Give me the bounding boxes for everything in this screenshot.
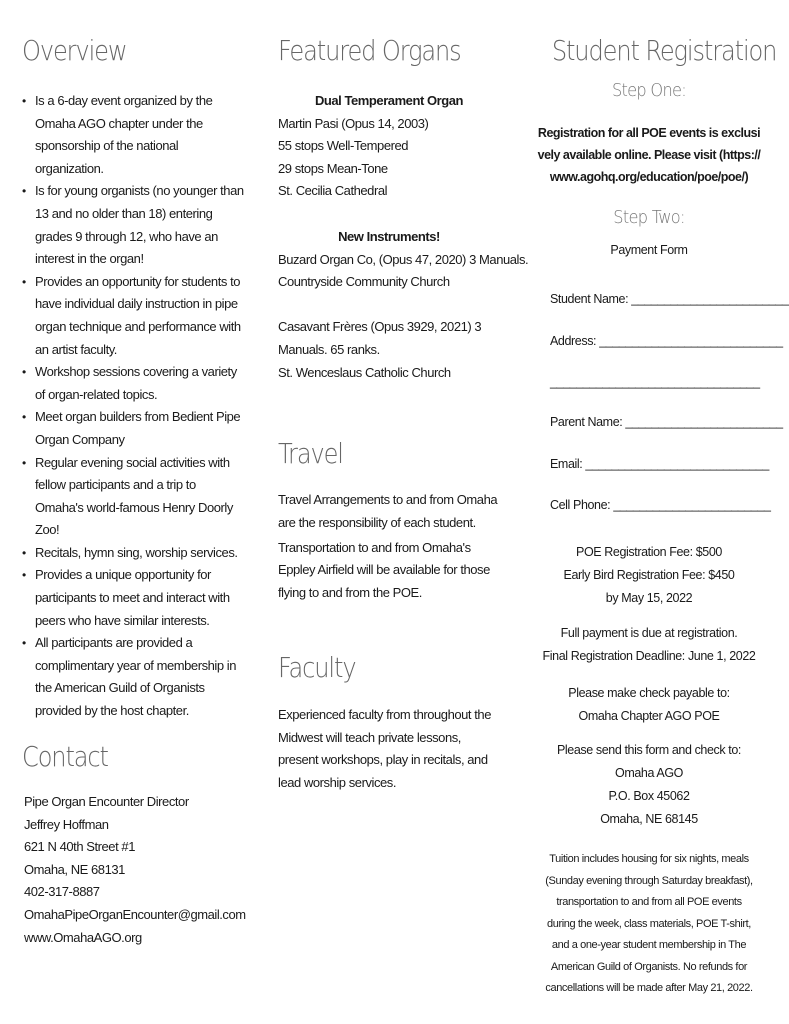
contact-heading: Contact [22,740,108,773]
list-item: • Workshop sessions covering a variety of organ-related topics. [22,361,244,406]
fees-block [536,541,762,610]
organ-detail: Countryside Community Church [278,274,450,290]
faculty-heading: Faculty [278,651,356,684]
organ-detail: Manuals. 65 ranks. [278,341,380,357]
step-one-heading: Step One: [611,80,686,101]
travel-paragraph: Transportation to and from Omaha's Eppley Airfield will be available for those flying to and from the POE. [278,539,490,601]
student-registration-heading: Student Registration [551,34,777,67]
contact-website[interactable]: www.OmahaAGO.org [24,929,142,945]
check-payee: Omaha Chapter AGO POE [578,709,720,723]
faculty-paragraph: Experienced faculty from throughout the Midwest will teach private lessons, present workshops, play in recitals, and lead worship services. [278,707,491,790]
featured-organs-heading: Featured Organs [278,34,461,67]
payment-form-title: Payment Form [610,243,688,257]
list-item: • Recitals, hymn sing, worship services. [22,542,244,565]
early-bird-deadline: by May 15, 2022 [605,591,693,605]
travel-text [278,489,500,605]
mailing-line: Omaha AGO [615,766,683,780]
early-bird-fee: Early Bird Registration Fee: $450 [563,568,735,582]
contact-block [24,791,254,949]
list-item: • Provides an opportunity for students to have individual daily instruction in pipe organ technique and performance with an artist faculty. [22,271,244,361]
step-one-text: Registration for all POE events is exclusively available online. Please visit (https://www.agohq.org/education/poe/poe/) [537,126,761,184]
overview-list [22,90,244,723]
overview-heading: Overview [22,34,127,67]
list-item: • Provides a unique opportunity for participants to meet and interact with peers who have similar interests. [22,564,244,632]
step-two-heading: Step Two: [613,207,685,228]
registration-fee: POE Registration Fee: $500 [576,545,722,559]
contact-city: Omaha, NE 68131 [24,861,125,877]
contact-line: Pipe Organ Encounter Director [24,794,189,809]
new-instruments-heading: New Instruments! [338,229,440,244]
new-instruments-block [278,226,529,384]
address-field[interactable]: Address: ____________________________ [550,334,783,348]
contact-phone: 402-317-8887 [24,884,100,900]
organ-detail: St. Cecilia Cathedral [278,183,388,199]
organ-detail: St. Wenceslaus Catholic Church [278,364,451,380]
student-name-field[interactable]: Student Name: ________________________ [550,292,789,306]
email-field[interactable]: Email: ____________________________ [550,457,769,471]
list-item: • All participants are provided a complimentary year of membership in the American Guild of Organists provided by the host chapter. [22,632,244,722]
check-payable-label: Please make check payable to: [568,686,730,700]
mailing-line: P.O. Box 45062 [608,789,690,803]
final-deadline: Final Registration Deadline: June 1, 2022 [542,649,756,663]
travel-heading: Travel [278,437,343,470]
contact-name: Jeffrey Hoffman [24,816,109,832]
cell-phone-field[interactable]: Cell Phone: ________________________ [550,498,771,512]
address-line-2-field[interactable]: ________________________________ [550,375,760,389]
mailing-address-block [536,739,762,831]
contact-email[interactable]: OmahaPipeOrganEncounter@gmail.com [24,906,246,922]
list-item: • Is for young organists (no younger than 13 and no older than 18) entering grades 9 through 12, who have an interest in the organ! [22,180,244,270]
parent-name-field[interactable]: Parent Name: ________________________ [550,415,783,429]
list-item: • Regular evening social activities with fellow participants and a trip to Omaha's world-famous Henry Doorly Zoo! [22,452,244,542]
list-item: • Meet organ builders from Bedient Pipe Organ Company [22,406,244,451]
list-item: • Is a 6-day event organized by the Omaha AGO chapter under the sponsorship of the national organization. [22,90,244,180]
organ-detail: Martin Pasi (Opus 14, 2003) [278,115,429,131]
organ-detail: Casavant Frères (Opus 3929, 2021) 3 [278,319,482,335]
payment-note: Full payment is due at registration. [560,626,738,640]
mailing-label: Please send this form and check to: [556,743,742,757]
organ-detail: Buzard Organ Co, (Opus 47, 2020) 3 Manuals. [278,251,529,267]
organ-detail: 55 stops Well-Tempered [278,138,409,154]
dual-temperament-block [278,90,500,203]
travel-paragraph: Travel Arrangements to and from Omaha are the responsibility of each student. [278,492,498,530]
organ-detail: 29 stops Mean-Tone [278,160,388,176]
payment-block [536,622,762,668]
mailing-line: Omaha, NE 68145 [600,812,698,826]
contact-street: 621 N 40th Street #1 [24,839,135,855]
dual-temperament-heading: Dual Temperament Organ [314,93,464,108]
check-payable-block [536,682,762,728]
tuition-note: Tuition includes housing for six nights, meals (Sunday evening through Saturday breakfast), transportation to and from all POE events during the week, class materials, POE T-shirt, and a one-year student membership in The American Guild of Organists. No refunds for cancellations will be made after May 21, 2022. [545,853,753,994]
